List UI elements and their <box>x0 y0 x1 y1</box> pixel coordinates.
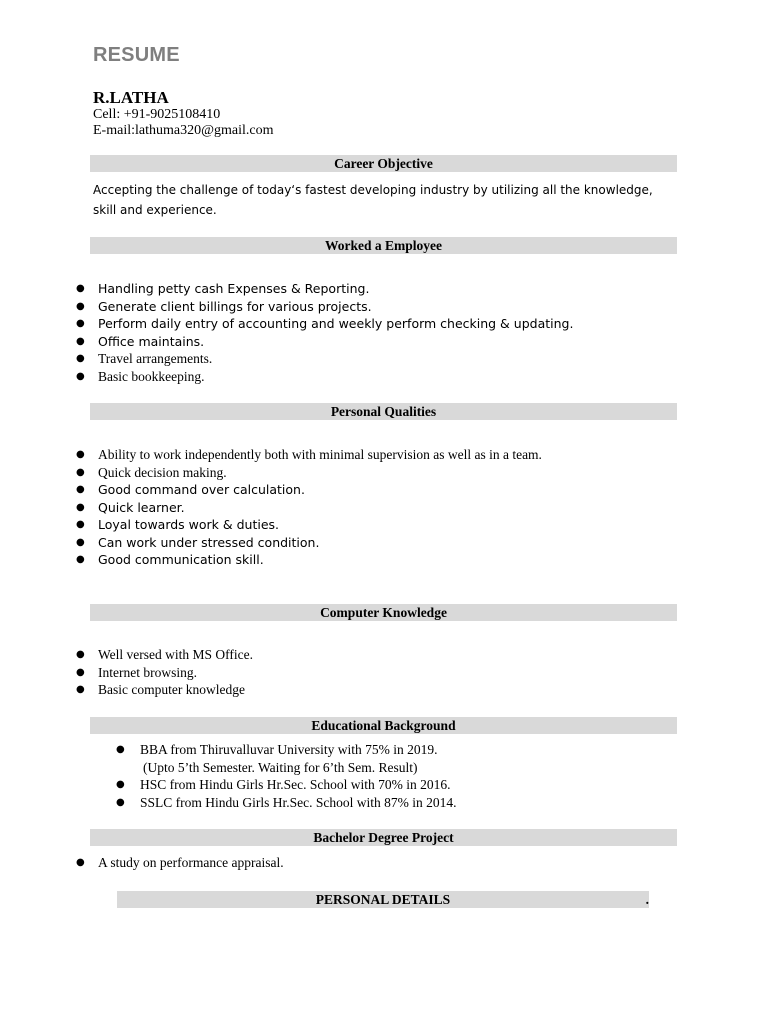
section-header-personal-details <box>117 891 649 908</box>
list-item: ● Perform daily entry of accounting and weekly perform checking & updating. <box>76 316 574 331</box>
work-list <box>76 280 573 385</box>
list-item: ● Basic bookkeeping. <box>76 368 205 384</box>
bullet-icon: ● <box>76 370 85 382</box>
list-item: ● Generate client billings for various projects. <box>76 298 372 314</box>
personal-details-title: PERSONAL DETAILS <box>315 892 451 907</box>
list-item: ● Office maintains. <box>76 333 205 349</box>
list-item: ● Good communication skill. <box>76 552 264 567</box>
list-item: ● SSLC from Hindu Girls Hr.Sec. School with 87% in 2014. <box>116 794 457 810</box>
list-item: ● HSC from Hindu Girls Hr.Sec. School with 70% in 2016. <box>116 777 451 792</box>
list-item: ● Well versed with MS Office. <box>76 647 254 662</box>
phone-number: Cell: +91-9025108410 <box>93 107 221 122</box>
bullet-icon: ● <box>76 649 85 660</box>
email-address: E-mail:lathuma320@gmail.com <box>93 123 274 138</box>
education-list-continued <box>116 776 457 811</box>
list-item: ● Good command over calculation. <box>76 482 305 497</box>
bullet-icon: ● <box>76 318 85 329</box>
bullet-icon: ● <box>76 666 85 678</box>
career-objective-text: Accepting the challenge of today‘s fastest developing industry by utilizing all the knowledge, skill and experience. <box>93 183 653 217</box>
candidate-name: R.LATHA <box>93 88 169 107</box>
list-item: ● Handling petty cash Expenses & Reporting. <box>76 281 370 296</box>
section-header-career-objective: Career Objective <box>90 155 677 172</box>
bullet-icon: ● <box>76 449 85 460</box>
bullet-icon: ● <box>76 353 85 364</box>
section-header-computer-knowledge: Computer Knowledge <box>90 604 677 621</box>
list-item: ● BBA from Thiruvalluvar University with 75% in 2019. <box>116 742 438 757</box>
list-item: ● Internet browsing. <box>76 664 197 680</box>
section-header-project: Bachelor Degree Project <box>90 829 677 846</box>
list-item: ● A study on performance appraisal. <box>76 855 284 870</box>
list-item: ● Ability to work independently both with minimal supervision as well as in a team. <box>76 447 542 462</box>
list-item: ● Loyal towards work & duties. <box>76 517 280 532</box>
list-item: ● Can work under stressed condition. <box>76 534 320 550</box>
bullet-icon: ● <box>76 484 85 495</box>
section-header-work: Worked a Employee <box>90 237 677 254</box>
bullet-icon: ● <box>76 466 85 478</box>
bullet-icon: ● <box>76 283 85 294</box>
bullet-icon: ● <box>76 857 85 868</box>
education-note: (Upto 5’th Semester. Waiting for 6’th Sem. Result) <box>143 760 418 775</box>
bullet-icon: ● <box>116 744 125 755</box>
section-header-personal-qualities: Personal Qualities <box>90 403 677 420</box>
bullet-icon: ● <box>116 796 125 808</box>
bullet-icon: ● <box>76 335 85 347</box>
computer-knowledge-list <box>76 646 253 699</box>
list-item: ● Basic computer knowledge <box>76 682 245 697</box>
list-item: ● Quick learner. <box>76 499 185 515</box>
list-item: ● Travel arrangements. <box>76 351 213 366</box>
bullet-icon: ● <box>76 684 85 695</box>
bullet-icon: ● <box>76 501 85 513</box>
project-list <box>76 854 284 872</box>
bullet-icon: ● <box>76 519 85 530</box>
bullet-icon: ● <box>76 536 85 548</box>
list-item: ● Quick decision making. <box>76 464 227 480</box>
section-header-education: Educational Background <box>90 717 677 734</box>
qualities-list <box>76 446 542 569</box>
bullet-icon: ● <box>116 779 125 790</box>
bullet-icon: ● <box>76 554 85 565</box>
education-list <box>116 741 437 759</box>
trailing-period: . <box>645 892 649 907</box>
bullet-icon: ● <box>76 300 85 312</box>
document-title: RESUME <box>93 44 180 66</box>
